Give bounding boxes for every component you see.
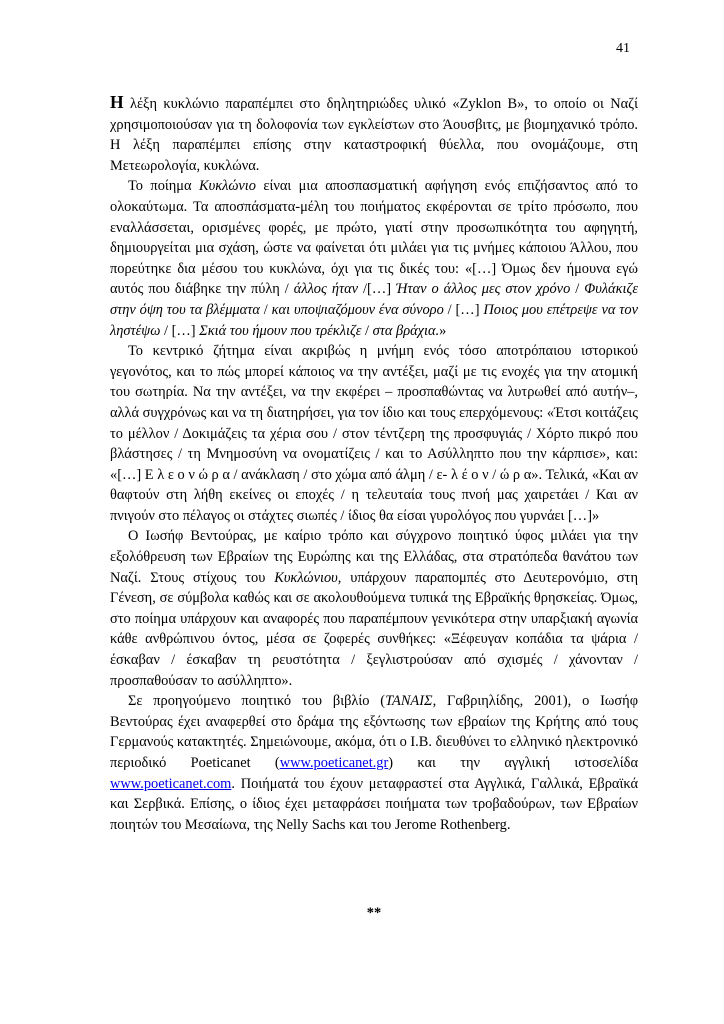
text-run: /	[361, 322, 373, 339]
text-run: / […]	[160, 322, 200, 339]
text-run: είναι μια αποσπασματική αφήγηση ενός επιζήσαντος από το ολοκαύτωμα. Τα αποσπάσματα-μέλη του ποιήματος εκφέρονται σε τρίτο πρόσωπο, που εναλλάσσεται, ορισμένες φορές, με πρώτο, γιατί στην προσωπικότητα του αφηγητή, δημιουργείται μια σχάση, ώστε να φαίνεται ότι μιλάει για τις μνήμες κάποιου Άλλου, που πορεύτηκε δια μέσου του κυκλώνα, όχι για τις δικές του: «[…] Όμως δεν ήμουνα εγώ αυτός που διάβηκε την πύλη /	[110, 178, 638, 298]
italic-title: Κυκλώνιου	[274, 569, 338, 586]
text-run: ) και την αγγλική ιστοσελίδα	[388, 755, 638, 771]
text-run: Σε προηγούμενο ποιητικό του βιβλίο (	[128, 693, 386, 710]
text-run: »	[439, 322, 447, 339]
italic-quote: Ποιος μου επέτρεψε να τον ληστέψω	[110, 301, 638, 339]
section-separator: **	[366, 905, 382, 921]
poeticanet-gr-link[interactable]: www.poeticanet.gr	[279, 755, 389, 771]
text-run: Το ποίημα	[128, 178, 199, 195]
text-run: , υπάρχουν παραπομπές στο Δευτερονόμιο, στη Γένεση, σε σύμβολα καθώς και σε ακολουθούμενα τυπικά της Εβραϊκής θρησκείας. Όμως, στο ποίημα υπάρχουν και αναφορές που παραπέμπουν γενικότερα στην υπαρξιακή αγωνία κάθε ανθρώπινου όντος, μέσα σε ζοφερές συνθήκες: «Ξέφευγαν κοπάδια τα ψάρια / έσκαβαν / έσκαβαν τη ρευστότητα / ξεγλιστρούσαν από σχισμές / χάνονταν / προσπαθούσαν το ασύλληπτο».	[110, 569, 638, 689]
paragraph-intro-text: λέξη κυκλώνιο παραπέμπει στο δηλητηριώδες υλικό «Zyklon B», το οποίο οι Ναζί χρησιμοποιούσαν για τη δολοφονία των εγκλείστων στο Άουσβιτς, με βιομηχανικό τρόπο. Η λέξη παραπέμπει επίσης στην καταστροφική θύελλα, που ονομάζουμε, στη Μετεωρολογία, κυκλώνα.	[110, 96, 638, 174]
text-run: Ο Ιωσήφ Βεντούρας, με καίριο τρόπο και σύγχρονο ποιητικό ύφος μιλάει για την εξολόθρευση των Εβραίων της Ευρώπης και της Ελλάδας, στα στρατόπεδα θανάτου των Ναζί. Στους στίχους του	[110, 528, 638, 586]
text-run: , Γαβριηλίδης, 2001), ο Ιωσήφ Βεντούρας έχει αναφερθεί στο δράμα της εξόντωσης των εβραίων της Κρήτης από τους Γερμανούς κατακτητές. Σημειώνουμε, ακόμα, ότι ο Ι.Β. διευθύνει το ελληνικό ηλεκτρονικό περιοδικό Poeticanet (	[110, 693, 638, 771]
article-body	[110, 92, 638, 835]
paragraph-ventouras	[110, 526, 638, 691]
text-run: /	[570, 281, 585, 298]
text-run: / […]	[443, 301, 484, 318]
page-number: 41	[616, 41, 630, 56]
drop-cap-letter: Η	[110, 92, 124, 112]
italic-quote: και υποψιαζόμουν ένα σύνορο	[271, 301, 444, 318]
paragraph-poem-kyklonio	[110, 176, 638, 341]
text-run: . Ποιήματά του έχουν μεταφραστεί στα Αγγλικά, Γαλλικά, Εβραϊκά και Σερβικά. Επίσης, ο ίδιος έχει μεταφράσει ποιήματα των τροβαδούρων, των Εβραίων ποιητών του Μεσαίωνα, της Nelly Sachs και του Jerome Rothenberg.	[110, 775, 638, 833]
italic-quote: στα βράχια.	[372, 322, 440, 339]
italic-quote: άλλος ήταν	[293, 281, 359, 298]
paragraph-previous-book	[110, 691, 638, 835]
italic-quote: Σκιά του ήμουν που τρέκλιζε	[199, 322, 362, 339]
text-run: /	[259, 301, 272, 318]
italic-title: ΤΑΝΑΙΣ	[385, 693, 433, 710]
italic-quote: Ήταν ο άλλος μες στον χρόνο	[396, 281, 571, 298]
italic-quote: Φυλάκιζε στην όψη του τα βλέμματα	[110, 281, 639, 318]
text-run: /[…]	[358, 281, 397, 298]
italic-title: Κυκλώνιο	[199, 178, 256, 195]
paragraph-memory: Το κεντρικό ζήτημα είναι ακριβώς η μνήμη ενός τόσο αποτρόπαιου ιστορικού γεγονότος, και το πώς μπορεί κάποιος να την αντέξει, μαζί με τις ενοχές για την ατομική του σωτηρία. Να την αντέξει, να την εκφέρει – προσπαθώντας να λυτρωθεί από αυτήν–, αλλά συγχρόνως και να τη διατηρήσει, για τον ίδιο και τους επερχόμενους: «Έτσι κοιτάζεις το μέλλον / Δοκιμάζεις τα χέρια σου / στον τέντζερη της προσφυγιάς / Χόρτο πικρό που βλάστησες / τη Μνημοσύνη να ονοματίζεις / και το Ασύλληπτο που την κάρπισε», και: «[…] Ε λ ε ο ν ώ ρ α / ανάκλαση / στο χώμα από άλμη / ε- λ έ ο ν / ώ ρ α». Τελικά, «Και αν θαφτούν στη λήθη εκείνες οι εποχές / η τελευταία τους πνοή μας χαιρετάει / Και αν πνιγούν στο πέλαγος οι στάχτες σιωπές / ίδιος θα είσαι γυρολόγος που γυρνάει […]»	[110, 343, 638, 524]
paragraph-intro	[110, 92, 638, 176]
poeticanet-com-link[interactable]: www.poeticanet.com	[110, 775, 232, 792]
